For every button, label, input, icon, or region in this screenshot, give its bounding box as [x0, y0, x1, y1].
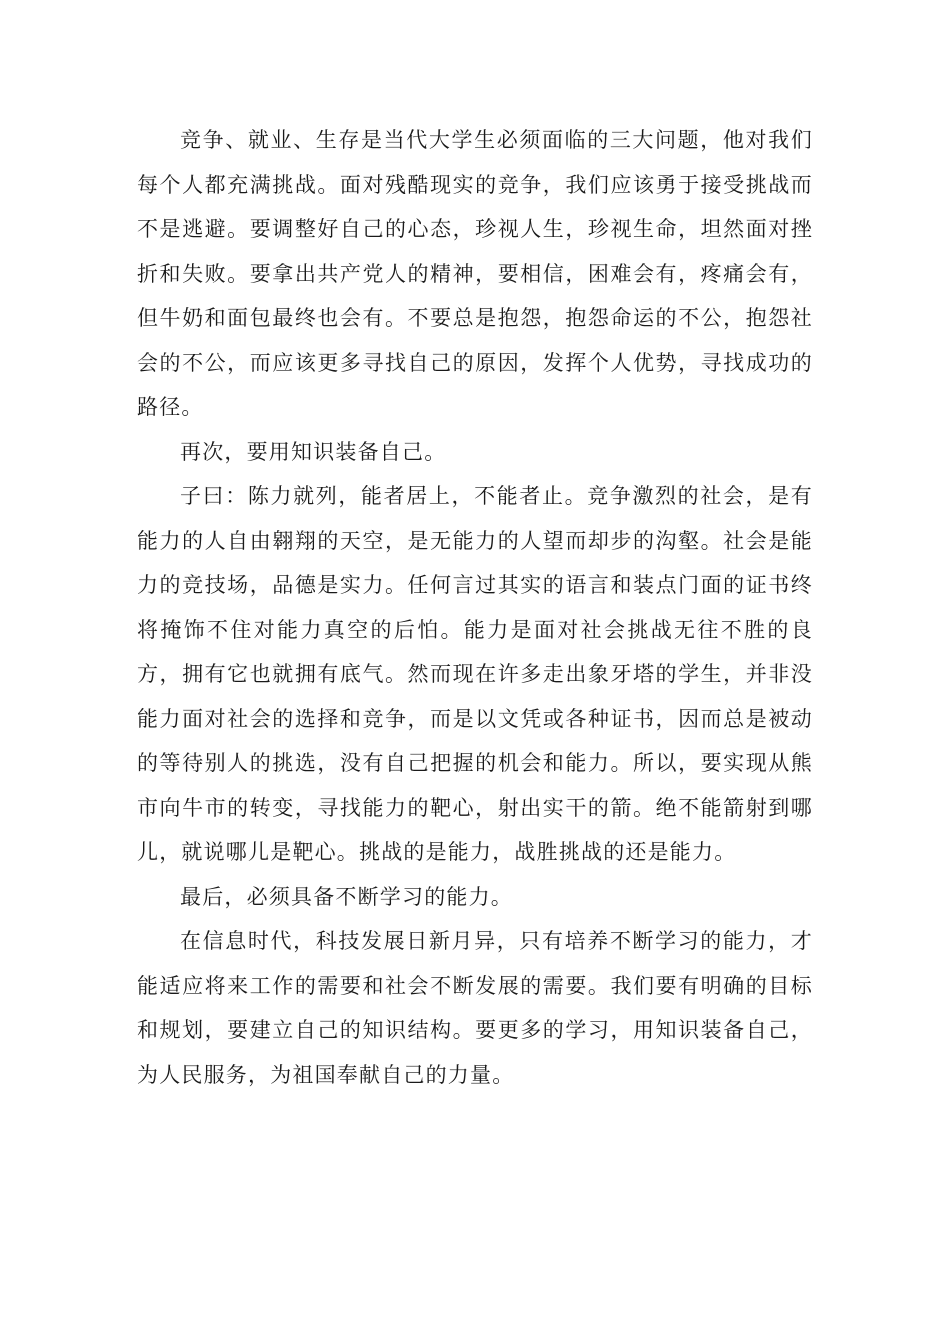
paragraph-learning-heading: 最后，必须具备不断学习的能力。 [180, 884, 513, 909]
document-body [137, 118, 813, 1097]
paragraph-competition: 竞争、就业、生存是当代大学生必须面临的三大问题，他对我们每个人都充满挑战。面对残酷现实的竞争，我们应该勇于接受挑战而不是逃避。要调整好自己的心态，珍视人生，珍视生命，坦然面对挫折和失败。要拿出共产党人的精神，要相信，困难会有，疼痛会有，但牛奶和面包最终也会有。不要总是抱怨，抱怨命运的不公，抱怨社会的不公，而应该更多寻找自己的原因，发挥个人优势，寻找成功的路径。 [137, 128, 813, 419]
paragraph-ability: 子曰：陈力就列，能者居上，不能者止。竞争激烈的社会，是有能力的人自由翱翔的天空，是无能力的人望而却步的沟壑。社会是能力的竞技场，品德是实力。任何言过其实的语言和装点门面的证书终将掩饰不住对能力真空的后怕。能力是面对社会挑战无往不胜的良方，拥有它也就拥有底气。然而现在许多走出象牙塔的学生，并非没能力面对社会的选择和竞争，而是以文凭或各种证书，因而总是被动的等待别人的挑选，没有自己把握的机会和能力。所以，要实现从熊市向牛市的转变，寻找能力的靶心，射出实干的箭。绝不能箭射到哪儿，就说哪儿是靶心。挑战的是能力，战胜挑战的还是能力。 [137, 484, 813, 864]
paragraph-knowledge-heading: 再次，要用知识装备自己。 [180, 439, 447, 464]
paragraph-information-age: 在信息时代，科技发展日新月异，只有培养不断学习的能力，才能适应将来工作的需要和社会不断发展的需要。我们要有明确的目标和规划，要建立自己的知识结构。要更多的学习，用知识装备自己，为人民服务，为祖国奉献自己的力量。 [137, 929, 813, 1087]
